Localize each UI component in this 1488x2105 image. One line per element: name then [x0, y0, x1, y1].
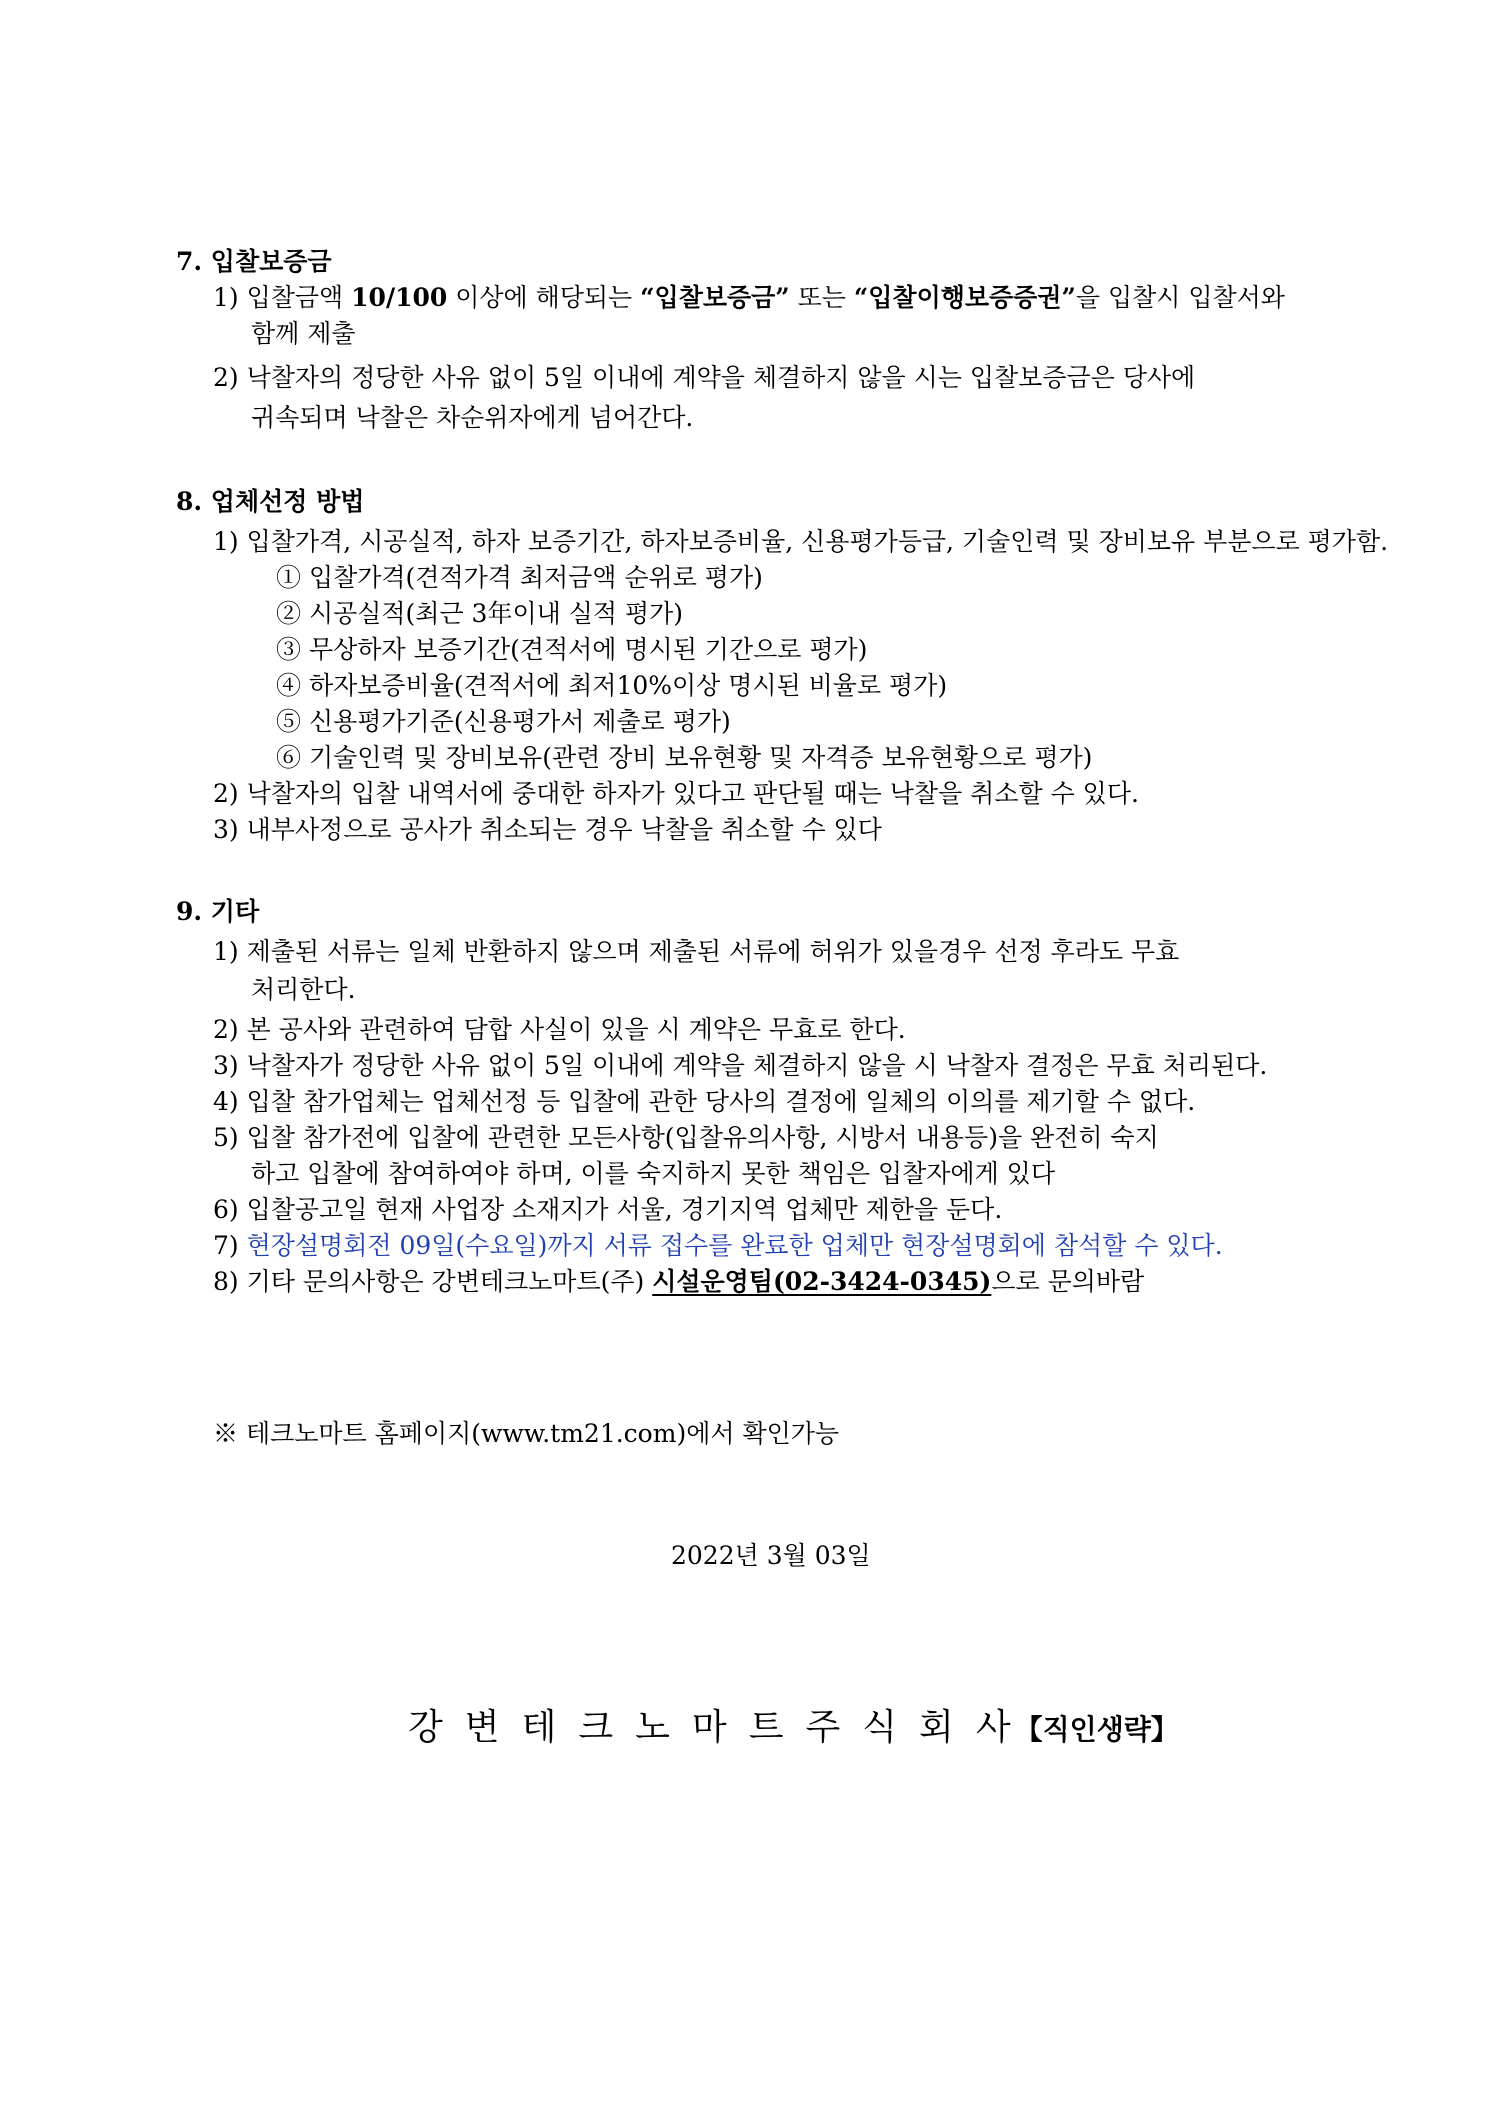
section-9-item-4: 4) 입찰 참가업체는 업체선정 등 입찰에 관한 당사의 결정에 일체의 이의를 제기할 수 없다. [213, 1087, 1196, 1116]
section-8-sub-3: ③ 무상하자 보증기간(견적서에 명시된 기간으로 평가) [276, 635, 868, 664]
section-7-item-2-cont: 귀속되며 낙찰은 차순위자에게 넘어간다. [251, 403, 694, 432]
signature-char: 강 [408, 1707, 443, 1748]
signature-char: 회 [919, 1707, 954, 1748]
contact-phone: 시설운영팀(02-3424-0345) [652, 1267, 992, 1296]
section-9-item-8: 8) 기타 문의사항은 강변테크노마트(주) 시설운영팀(02-3424-0345)으로 문의바람 [213, 1267, 1145, 1296]
signature-char: 변 [464, 1707, 500, 1748]
section-9-heading: 9. 기타 [176, 897, 260, 926]
section-8-sub-6: ⑥ 기술인력 및 장비보유(관련 장비 보유현황 및 자격증 보유현황으로 평가) [276, 743, 1093, 772]
signature-char: 사 [975, 1707, 1011, 1748]
signature-char: 마 [691, 1707, 727, 1748]
signature-char: 크 [578, 1707, 614, 1748]
seal-omitted-note: 【직인생략】 [1014, 1713, 1179, 1746]
section-9-item-1-cont: 처리한다. [251, 975, 356, 1004]
signature-char: 식 [862, 1707, 898, 1748]
signature-char: 주 [805, 1707, 841, 1748]
section-8-heading: 8. 업체선정 방법 [176, 487, 365, 516]
section-8-item-3: 3) 내부사정으로 공사가 취소되는 경우 낙찰을 취소할 수 있다 [213, 815, 882, 844]
section-9-item-5: 5) 입찰 참가전에 입찰에 관련한 모든사항(입찰유의사항, 시방서 내용등)을 완전히 숙지 [213, 1123, 1159, 1152]
section-8-sub-2: ② 시공실적(최근 3年이내 실적 평가) [276, 599, 684, 628]
signature-char: 노 [635, 1707, 670, 1748]
signature-char: 테 [521, 1707, 557, 1748]
section-9-item-2: 2) 본 공사와 관련하여 담합 사실이 있을 시 계약은 무효로 한다. [213, 1015, 906, 1044]
document-date: 2022년 3월 03일 [671, 1541, 871, 1570]
section-9-item-7: 7) 현장설명회전 09일(수요일)까지 서류 접수를 완료한 업체만 현장설명회에 참석할 수 있다. [213, 1231, 1223, 1260]
section-8-sub-1: ① 입찰가격(견적가격 최저금액 순위로 평가) [276, 563, 763, 592]
section-7-item-1: 1) 입찰금액 10/100 이상에 해당되는 “입찰보증금” 또는 “입찰이행보증증권”을 입찰시 입찰서와 [213, 283, 1285, 312]
section-9-item-3: 3) 낙찰자가 정당한 사유 없이 5일 이내에 계약을 체결하지 않을 시 낙찰자 결정은 무효 처리된다. [213, 1051, 1268, 1080]
section-8-item-1: 1) 입찰가격, 시공실적, 하자 보증기간, 하자보증비율, 신용평가등급, 기술인력 및 장비보유 부분으로 평가함. [213, 527, 1389, 556]
section-7-item-2: 2) 낙찰자의 정당한 사유 없이 5일 이내에 계약을 체결하지 않을 시는 입찰보증금은 당사에 [213, 363, 1196, 392]
section-9-item-1: 1) 제출된 서류는 일체 반환하지 않으며 제출된 서류에 허위가 있을경우 선정 후라도 무효 [213, 937, 1180, 966]
signature-char: 트 [748, 1707, 784, 1748]
company-signature [408, 1706, 1179, 1752]
section-8-sub-5: ⑤ 신용평가기준(신용평가서 제출로 평가) [276, 707, 731, 736]
section-9-item-5-cont: 하고 입찰에 참여하여야 하며, 이를 숙지하지 못한 책임은 입찰자에게 있다 [251, 1159, 1055, 1188]
section-8-sub-4: ④ 하자보증비율(견적서에 최저10%이상 명시된 비율로 평가) [276, 671, 948, 700]
homepage-note: ※ 테크노마트 홈페이지(www.tm21.com)에서 확인가능 [213, 1419, 840, 1448]
section-7-item-1-cont: 함께 제출 [251, 319, 356, 348]
section-9-item-6: 6) 입찰공고일 현재 사업장 소재지가 서울, 경기지역 업체만 제한을 둔다. [213, 1195, 1003, 1224]
section-8-item-2: 2) 낙찰자의 입찰 내역서에 중대한 하자가 있다고 판단될 때는 낙찰을 취소할 수 있다. [213, 779, 1139, 808]
section-7-heading: 7. 입찰보증금 [176, 247, 332, 276]
